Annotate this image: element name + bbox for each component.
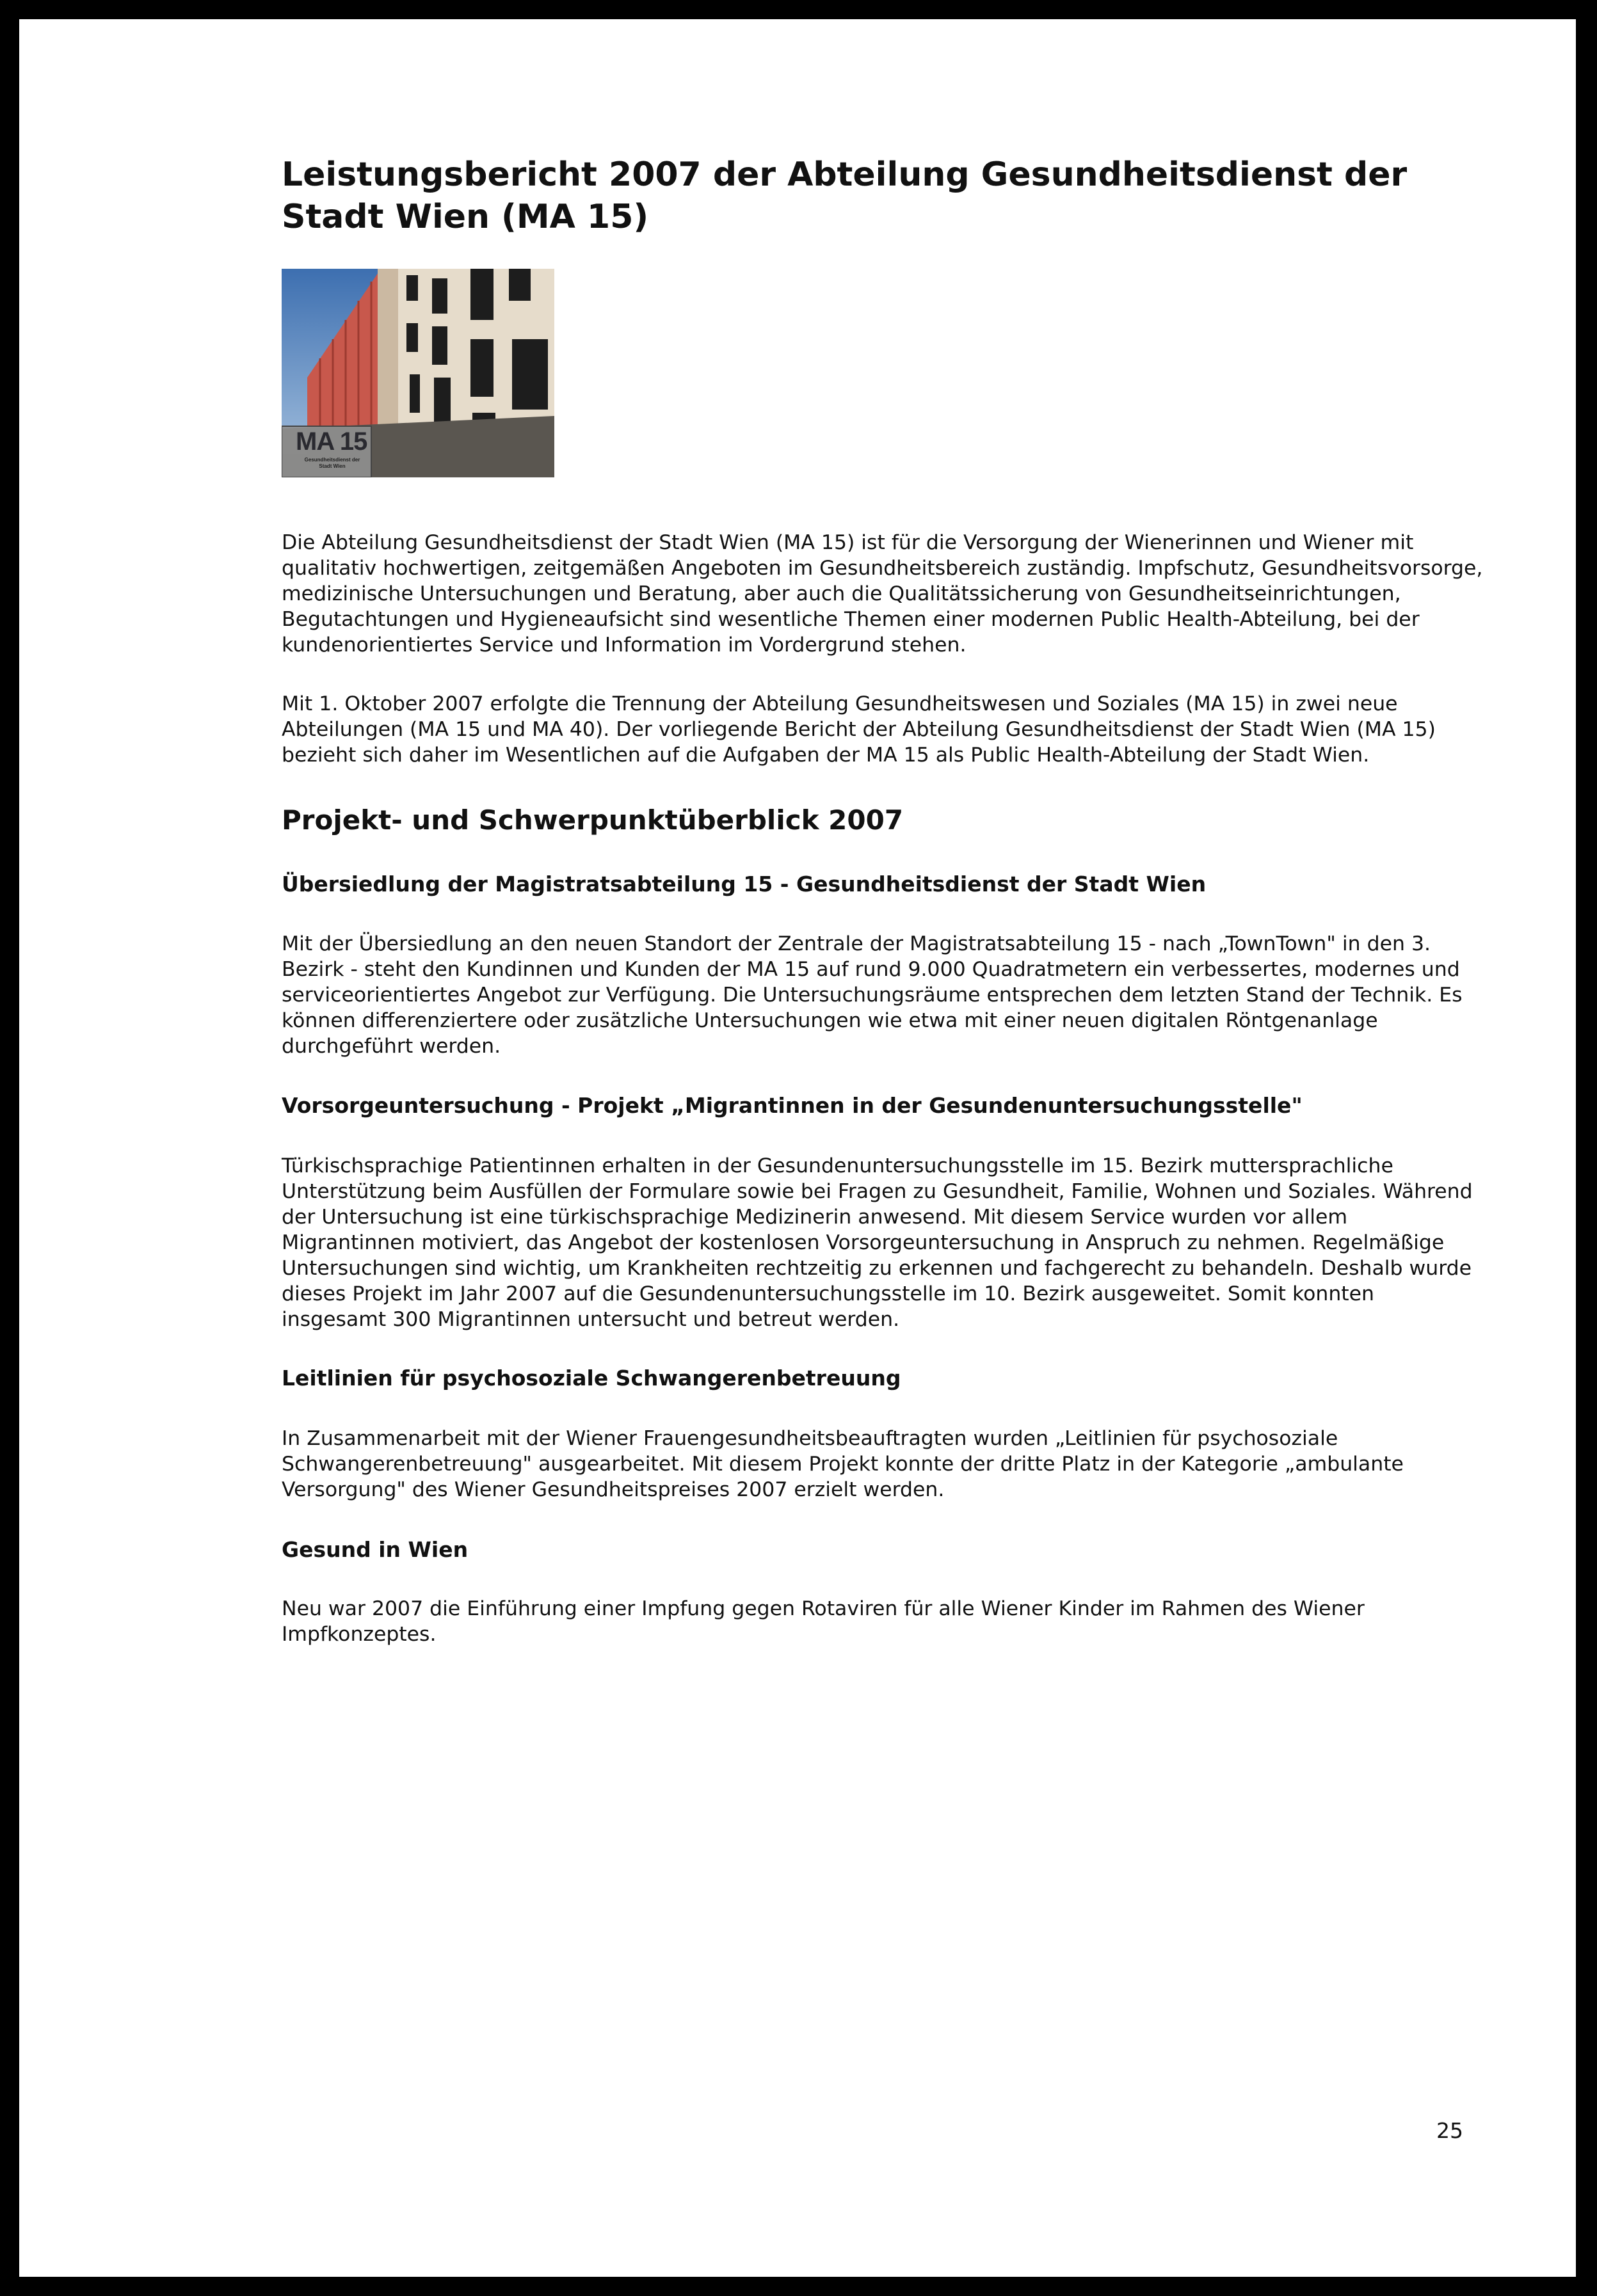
subsection-heading-relocation: Übersiedlung der Magistratsabteilung 15 - Gesundheitsdienst der Stadt Wien xyxy=(282,872,1207,897)
subsection-heading-gesund-in-wien: Gesund in Wien xyxy=(282,1537,469,1562)
subsection-text-leitlinien: In Zusammenarbeit mit der Wiener Frauengesundheitsbeauftragten wurden „Leitlinien für psychosoziale Schwangerenbetreuung" ausgearbeitet. Mit diesem Projekt konnte der dritte Platz in der Kategorie „ambulante Versorgung" des Wiener Gesundheitspreises 2007 erzielt werden. xyxy=(282,1427,1404,1501)
building-photo xyxy=(282,269,554,477)
intro-paragraph-2: Mit 1. Oktober 2007 erfolgte die Trennung der Abteilung Gesundheitswesen und Soziales (MA 15) in zwei neue Abteilungen (MA 15 und MA 40). Der vorliegende Bericht der Abteilung Gesundheitsdienst der Stadt Wien (MA 15) bezieht sich daher im Wesentlichen auf die Aufgaben der MA 15 als Public Health-Abteilung der Stadt Wien. xyxy=(282,692,1436,767)
subsection-text-migrantinnen: Türkischsprachige Patientinnen erhalten in der Gesundenuntersuchungsstelle im 15. Bezirk muttersprachliche Unterstützung beim Ausfüllen der Formulare sowie bei Fragen zu Gesundheit, Familie, Wohnen und Soziales. Während der Untersuchung ist eine türkischsprachige Medizinerin anwesend. Mit diesem Service wurden vor allem Migrantinnen motiviert, das Angebot der kostenlosen Vorsorgeuntersuchung in Anspruch zu nehmen. Regelmäßige Untersuchungen sind wichtig, um Krankheiten rechtzeitig zu erkennen und fachgerecht zu behandeln. Deshalb wurde dieses Projekt im Jahr 2007 auf die Gesundenuntersuchungsstelle im 10. Bezirk ausgeweitet. Somit konnten insgesamt 300 Migrantinnen untersucht und betreut werden. xyxy=(282,1154,1473,1331)
intro-paragraph-1: Die Abteilung Gesundheitsdienst der Stadt Wien (MA 15) ist für die Versorgung der Wienerinnen und Wiener mit qualitativ hochwertigen, zeitgemäßen Angeboten im Gesundheitsbereich zuständig. Impfschutz, Gesundheitsvorsorge, medizinische Untersuchungen und Beratung, aber auch die Qualitätssicherung von Gesundheitseinrichtungen, Begutachtungen und Hygieneaufsicht sind wesentliche Themen einer modernen Public Health-Abteilung, bei der kundenorientiertes Service und Information im Vordergrund stehen. xyxy=(282,531,1483,657)
page-number: 25 xyxy=(1436,2118,1463,2143)
sign-subtitle: Gesundheitsdienst der Stadt Wien xyxy=(304,457,360,469)
subsection-text-gesund-in-wien: Neu war 2007 die Einführung einer Impfung gegen Rotaviren für alle Wiener Kinder im Rahmen des Wiener Impfkonzeptes. xyxy=(282,1597,1365,1646)
subsection-text-relocation: Mit der Übersiedlung an den neuen Standort der Zentrale der Magistratsabteilung 15 - nach „TownTown" in den 3. Bezirk - steht den Kundinnen und Kunden der MA 15 auf rund 9.000 Quadratmetern ein verbessertes, modernes und serviceorientiertes Angebot zur Verfügung. Die Untersuchungsräume entsprechen dem letzten Stand der Technik. Es können differenziertere oder zusätzliche Untersuchungen wie etwa mit einer neuen digitalen Röntgenanlage durchgeführt werden. xyxy=(282,932,1463,1058)
section-heading: Projekt- und Schwerpunktüberblick 2007 xyxy=(282,804,904,836)
page-title: Leistungsbericht 2007 der Abteilung Gesundheitsdienst der Stadt Wien (MA 15) xyxy=(282,155,1408,236)
subsection-heading-migrantinnen: Vorsorgeuntersuchung - Projekt „Migrantinnen in der Gesundenuntersuchungsstelle" xyxy=(282,1093,1303,1118)
document-page xyxy=(19,19,1576,2277)
subsection-heading-leitlinien: Leitlinien für psychosoziale Schwangerenbetreuung xyxy=(282,1366,901,1391)
sign-title: MA 15 xyxy=(296,427,367,456)
